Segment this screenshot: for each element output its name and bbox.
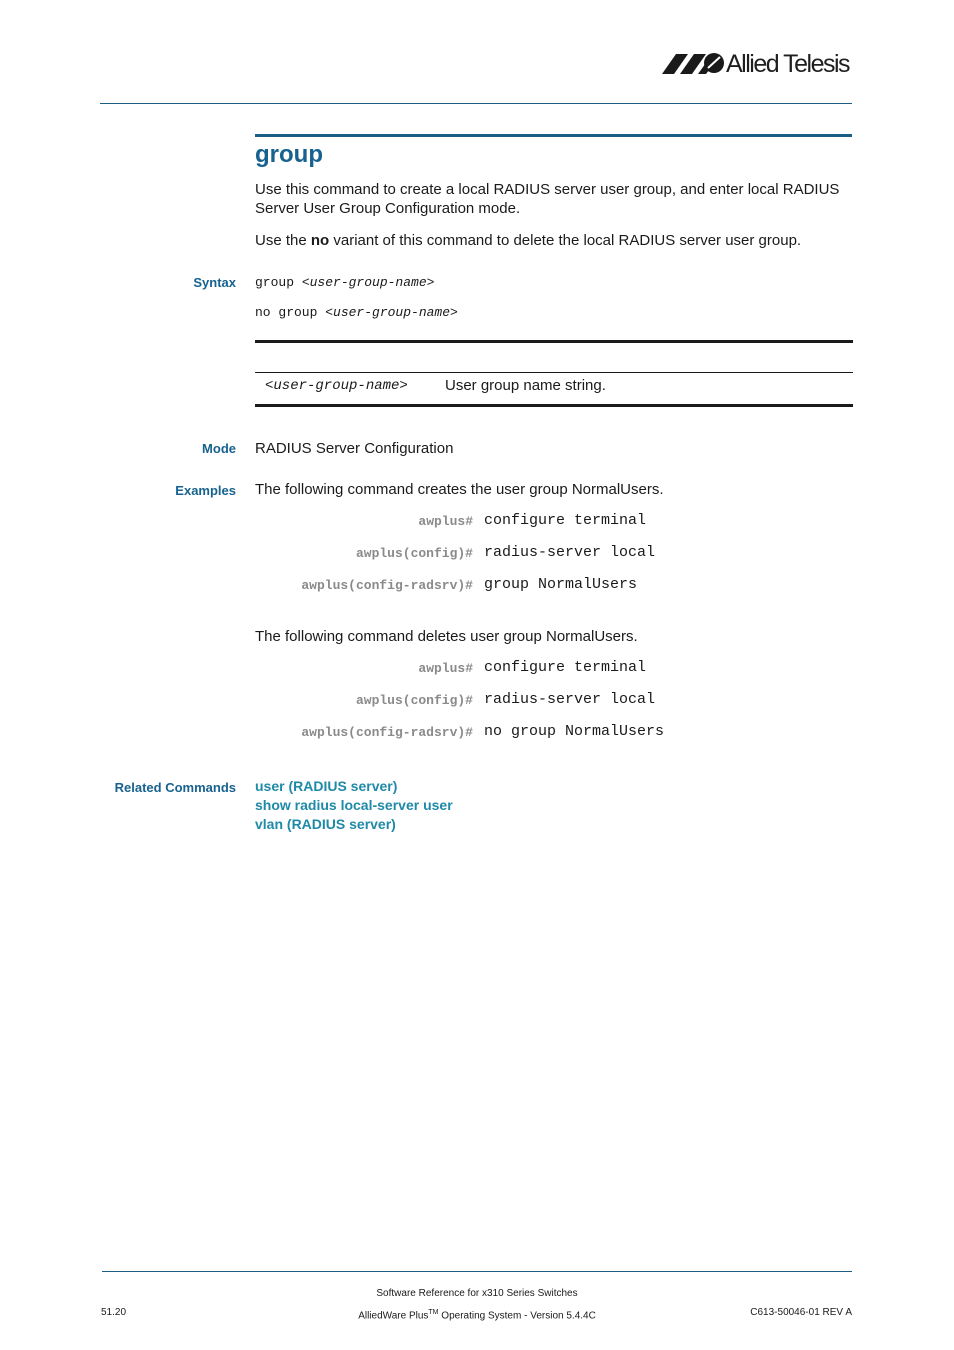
footer-rule <box>102 1271 852 1272</box>
cli-command: configure terminal <box>484 512 647 529</box>
example-2-description: The following command deletes user group NormalUsers. <box>255 628 638 645</box>
cli-prompt: awplus# <box>418 514 473 529</box>
syntax-command: group <box>255 275 302 290</box>
param-table-header-rule <box>255 372 853 373</box>
syntax-line-2 <box>255 304 458 321</box>
cli-command: configure terminal <box>484 659 647 676</box>
cli-command: radius-server local <box>484 544 656 561</box>
cli-prompt: awplus(config)# <box>355 693 473 708</box>
syntax-label: Syntax <box>193 275 236 290</box>
no-variant-prefix: Use the <box>255 232 311 249</box>
logo-wordmark: Allied Telesis <box>726 50 850 78</box>
param-name: <user-group-name> <box>265 378 408 394</box>
cli-command: no group NormalUsers <box>484 723 665 740</box>
example-1-description: The following command creates the user group NormalUsers. <box>255 481 664 498</box>
title-rule <box>255 134 852 137</box>
no-variant-suffix: variant of this command to delete the local RADIUS server user group. <box>329 232 802 249</box>
example-2-line-3 <box>255 723 852 743</box>
examples-label: Examples <box>175 483 236 498</box>
example-2-line-1 <box>255 659 852 679</box>
param-table-row <box>255 376 852 398</box>
cli-command: radius-server local <box>484 691 656 708</box>
syntax-no-parameter: <user-group-name> <box>325 305 458 320</box>
cli-prompt: awplus(config-radsrv)# <box>301 725 473 740</box>
mode-value: RADIUS Server Configuration <box>255 440 454 457</box>
no-keyword: no <box>310 232 330 249</box>
page-number: 51.20 <box>101 1307 127 1318</box>
param-table-bottom-rule <box>255 404 853 407</box>
param-description: User group name string. <box>445 377 606 394</box>
header-rule <box>100 103 852 104</box>
allied-telesis-logo <box>662 50 854 78</box>
page-title: group <box>255 141 323 168</box>
related-link-show-radius-local-server-user[interactable]: show radius local-server user <box>255 797 453 813</box>
footer-title: Software Reference for x310 Series Switches <box>376 1288 578 1299</box>
related-link-user-radius-server[interactable]: user (RADIUS server) <box>255 778 398 794</box>
logo-mark-icon <box>662 52 724 74</box>
cli-prompt: awplus# <box>418 661 473 676</box>
intro-paragraph: Use this command to create a local RADIUS server user group, and enter local RADIUS Server User Group Configuration mode. <box>255 181 840 217</box>
example-1-line-3 <box>255 576 852 596</box>
cli-prompt: awplus(config-radsrv)# <box>301 578 473 593</box>
footer-product: AlliedWare Plus <box>358 1310 429 1322</box>
cli-command: group NormalUsers <box>484 576 638 593</box>
no-variant-paragraph <box>255 231 852 250</box>
syntax-line-1 <box>255 274 434 291</box>
footer-version: Operating System - Version 5.4.4C <box>438 1310 596 1322</box>
related-link-vlan-radius-server[interactable]: vlan (RADIUS server) <box>255 816 396 832</box>
trademark-mark: TM <box>428 1309 439 1316</box>
example-1-line-2 <box>255 544 852 564</box>
syntax-no-command: no group <box>255 305 326 320</box>
cli-prompt: awplus(config)# <box>355 546 473 561</box>
param-table-top-rule <box>255 340 853 343</box>
example-1-line-1 <box>255 512 852 532</box>
example-2-line-2 <box>255 691 852 711</box>
syntax-parameter: <user-group-name> <box>301 275 435 290</box>
mode-label: Mode <box>202 441 236 456</box>
related-commands-label: Related Commands <box>114 780 236 795</box>
document-code: C613-50046-01 REV A <box>750 1307 852 1318</box>
